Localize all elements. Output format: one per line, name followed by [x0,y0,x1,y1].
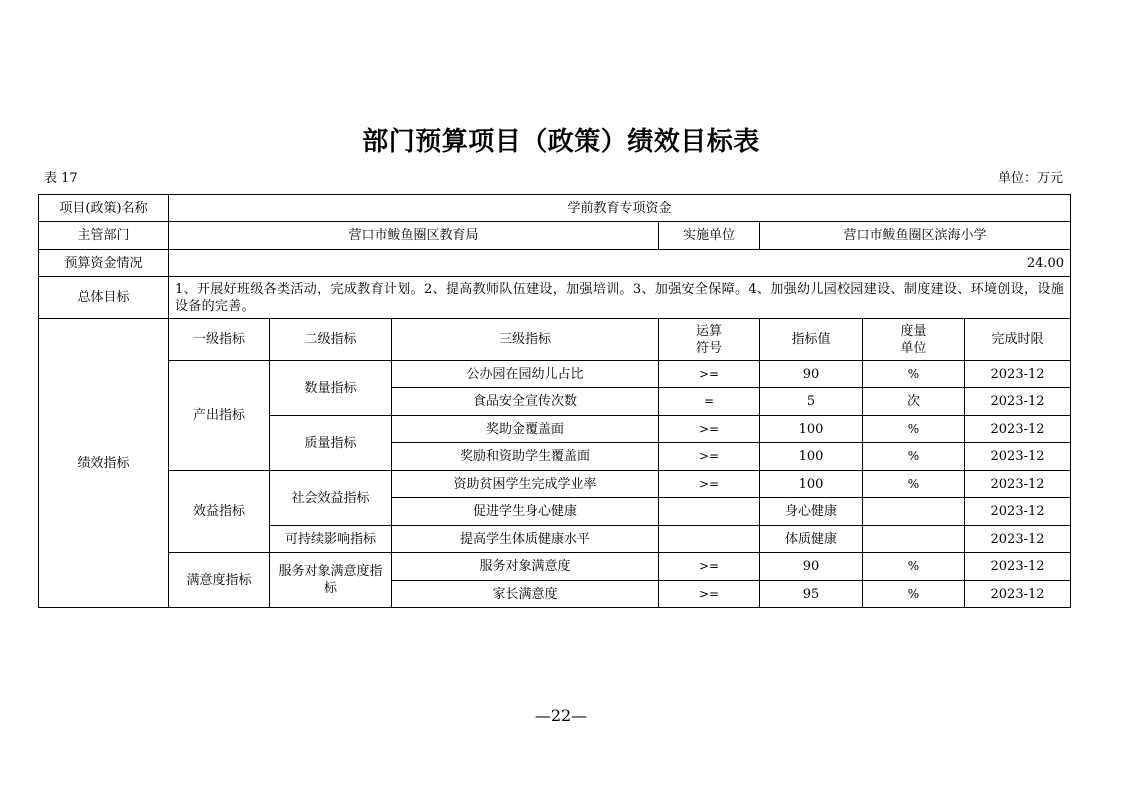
level2-social-benefit: 社会效益指标 [270,471,392,526]
target-value-cell: 身心健康 [760,498,863,526]
level3-cell: 奖助金覆盖面 [392,416,659,443]
deadline-cell: 2023-12 [965,553,1071,581]
level2-quality: 质量指标 [270,416,392,471]
deadline-cell: 2023-12 [965,581,1071,608]
unit-cell: 次 [863,388,965,416]
operator-cell: >= [659,581,760,608]
implementing-unit-label: 实施单位 [659,222,760,250]
header-level1: 一级指标 [169,319,270,361]
budget-value: 24.00 [169,250,1071,277]
header-measure-unit-line1: 度量 [900,323,927,339]
department-label: 主管部门 [39,222,169,250]
level3-cell: 食品安全宣传次数 [392,388,659,416]
operator-cell: >= [659,553,760,581]
target-value-cell: 90 [760,553,863,581]
page-number: —22— [534,706,588,725]
header-target: 指标值 [760,319,863,361]
deadline-cell: 2023-12 [965,388,1071,416]
header-measure-unit-line2: 单位 [900,340,927,356]
level3-cell: 公办园在园幼儿占比 [392,361,659,388]
level1-output: 产出指标 [169,361,270,471]
header-level2: 二级指标 [270,319,392,361]
budget-row [39,250,1071,277]
target-value-cell: 95 [760,581,863,608]
header-operator [659,319,760,361]
table-row [39,471,1071,498]
goal-text: 1、开展好班级各类活动，完成教育计划。2、提高教师队伍建设，加强培训。3、加强安全保障。4、加强幼儿园校园建设、制度建设、环境创设，设施设备的完善。 [169,277,1071,319]
level2-quantity: 数量指标 [270,361,392,416]
unit-cell: % [863,361,965,388]
target-value-cell: 体质健康 [760,526,863,553]
department-value: 营口市鲅鱼圈区教育局 [169,222,659,250]
operator-cell: >= [659,416,760,443]
deadline-cell: 2023-12 [965,416,1071,443]
target-value-cell: 100 [760,471,863,498]
unit-note: 单位：万元 [997,171,1063,186]
table-row [39,553,1071,581]
operator-cell: >= [659,361,760,388]
level3-cell: 家长满意度 [392,581,659,608]
operator-cell: >= [659,471,760,498]
deadline-cell: 2023-12 [965,498,1071,526]
project-name-row [39,195,1071,222]
header-level3: 三级指标 [392,319,659,361]
unit-cell: % [863,553,965,581]
level3-cell: 提高学生体质健康水平 [392,526,659,553]
target-value-cell: 100 [760,416,863,443]
table-row [39,361,1071,388]
target-value-cell: 5 [760,388,863,416]
operator-cell [659,526,760,553]
unit-cell: % [863,471,965,498]
project-name-label: 项目(政策)名称 [39,195,169,222]
unit-cell: % [863,443,965,471]
operator-cell: = [659,388,760,416]
implementing-unit-value: 营口市鲅鱼圈区滨海小学 [760,222,1071,250]
department-row [39,222,1071,250]
deadline-cell: 2023-12 [965,471,1071,498]
header-deadline: 完成时限 [965,319,1071,361]
operator-cell [659,498,760,526]
budget-label: 预算资金情况 [39,250,169,277]
deadline-cell: 2023-12 [965,526,1071,553]
header-operator-line1: 运算 [695,323,722,339]
table-number: 表 17 [44,171,78,186]
performance-indicators-label: 绩效指标 [39,319,169,608]
target-value-cell: 90 [760,361,863,388]
unit-cell [863,526,965,553]
level1-satisfaction: 满意度指标 [169,553,270,608]
level2-sustainable-impact: 可持续影响指标 [270,526,392,553]
goal-row [39,277,1071,319]
level2-service-satisfaction: 服务对象满意度指标 [270,553,392,608]
level3-cell: 服务对象满意度 [392,553,659,581]
level3-cell: 奖励和资助学生覆盖面 [392,443,659,471]
deadline-cell: 2023-12 [965,443,1071,471]
indicator-header-row [39,319,1071,361]
performance-goal-table [38,194,1071,608]
deadline-cell: 2023-12 [965,361,1071,388]
unit-cell: % [863,416,965,443]
page-title: 部门预算项目（政策）绩效目标表 [362,127,760,157]
header-measure-unit [863,319,965,361]
level1-benefit: 效益指标 [169,471,270,553]
level3-cell: 资助贫困学生完成学业率 [392,471,659,498]
unit-cell: % [863,581,965,608]
operator-cell: >= [659,443,760,471]
unit-cell [863,498,965,526]
level3-cell: 促进学生身心健康 [392,498,659,526]
header-operator-line2: 符号 [695,340,722,356]
goal-label: 总体目标 [39,277,169,319]
project-name-value: 学前教育专项资金 [169,195,1071,222]
target-value-cell: 100 [760,443,863,471]
